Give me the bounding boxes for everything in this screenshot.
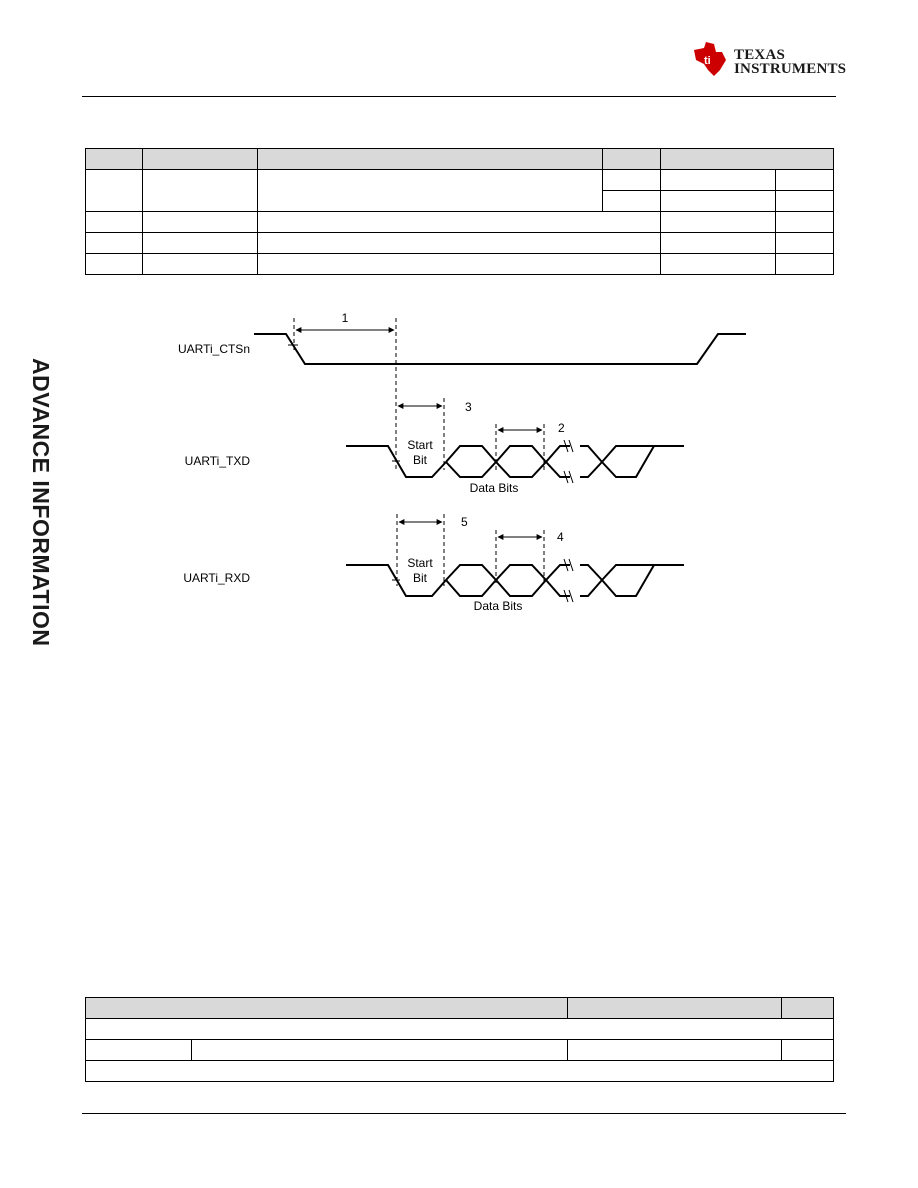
table-cell	[776, 254, 834, 275]
callout-3	[398, 398, 472, 470]
table-cell	[258, 254, 661, 275]
rxd-start-label-1: Start	[407, 556, 433, 570]
signal-label-cts: UARTi_CTSn	[177, 342, 250, 356]
table-cell	[776, 170, 834, 191]
signal-label-txd: UARTi_TXD	[184, 454, 250, 468]
table-cell	[143, 254, 258, 275]
callout-label-4: 4	[557, 530, 564, 544]
uart-timing-diagram	[0, 300, 918, 620]
table-cell	[143, 233, 258, 254]
svg-text:ti: ti	[704, 55, 711, 67]
callout-label-1: 1	[341, 311, 349, 325]
table-cell	[86, 212, 143, 233]
table-cell	[258, 212, 661, 233]
txd-start-label-1: Start	[407, 438, 433, 452]
table-cell	[86, 1061, 834, 1082]
callout-4	[496, 530, 564, 586]
table-cell	[776, 233, 834, 254]
table-cell	[568, 1040, 782, 1061]
table-cell	[143, 212, 258, 233]
table-cell	[86, 254, 143, 275]
table-row	[86, 212, 834, 233]
table-cell	[192, 1040, 568, 1061]
table-row	[86, 233, 834, 254]
header-cell	[782, 998, 834, 1019]
cts-waveform	[254, 334, 746, 364]
callout-label-5: 5	[461, 515, 468, 529]
table-cell	[661, 191, 776, 212]
callout-5	[397, 514, 468, 586]
table-cell	[143, 170, 258, 212]
txd-data-bits-label: Data Bits	[469, 481, 519, 495]
header-cell	[86, 149, 143, 170]
table-cell	[258, 233, 661, 254]
table-cell	[86, 233, 143, 254]
rxd-data-bits-label: Data Bits	[473, 599, 523, 613]
table-cell	[661, 170, 776, 191]
callout-label-3: 3	[465, 400, 472, 414]
table-row	[86, 1040, 834, 1061]
header-cell	[258, 149, 603, 170]
header-cell	[568, 998, 782, 1019]
table-cell	[86, 1019, 834, 1040]
logo-text-line2: INSTRUMENTS	[734, 61, 847, 77]
table-cell	[776, 191, 834, 212]
table-row	[86, 1019, 834, 1040]
table-cell	[661, 212, 776, 233]
table-cell	[776, 212, 834, 233]
ti-logo-icon	[690, 40, 730, 80]
header-cell	[86, 998, 568, 1019]
table-header-row	[86, 149, 834, 170]
timing-table	[85, 148, 834, 275]
table-header-row	[86, 998, 834, 1019]
header-rule	[82, 96, 836, 97]
table-cell	[86, 170, 143, 212]
header-cell	[143, 149, 258, 170]
callout-label-2: 2	[558, 421, 565, 435]
header-cell	[661, 149, 834, 170]
footer-rule	[82, 1113, 846, 1114]
table-cell	[86, 1040, 192, 1061]
table-row	[86, 170, 834, 191]
txd-start-label-2: Bit	[412, 453, 428, 467]
table-cell	[782, 1040, 834, 1061]
banner-text: ADVANCE INFORMATION	[28, 358, 54, 647]
signal-label-rxd: UARTi_RXD	[183, 571, 250, 585]
table-row	[86, 1061, 834, 1082]
table-row	[86, 254, 834, 275]
logo-text-line1: TEXAS	[734, 47, 786, 63]
table-cell	[661, 254, 776, 275]
table-cell	[603, 191, 661, 212]
table-cell	[258, 170, 603, 212]
ti-logo	[690, 40, 847, 80]
header-cell	[603, 149, 661, 170]
rxd-start-label-2: Bit	[412, 571, 428, 585]
bottom-table	[85, 997, 834, 1082]
table-cell	[603, 170, 661, 191]
table-cell	[661, 233, 776, 254]
